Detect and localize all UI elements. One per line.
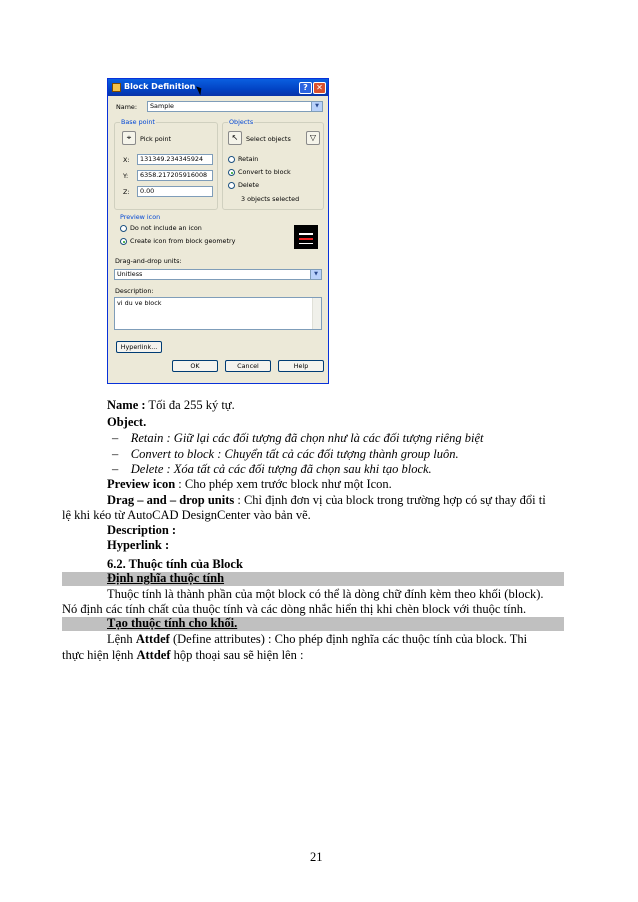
retain-label: Retain: [238, 155, 259, 163]
hyperlink-term: Hyperlink :: [107, 538, 170, 552]
help-button[interactable]: Help: [278, 360, 324, 372]
bullet-retain: – Retain : Giữ lại các đối tượng đã chọn như là các đối tượng riêng biệt: [112, 431, 484, 445]
bullet-convert: – Convert to block : Chuyển tất cả các đối tượng thành group luôn.: [112, 447, 459, 461]
no-icon-label: Do not include an icon: [130, 224, 202, 232]
preview-desc: : Cho phép xem trước block như một Icon.: [175, 477, 392, 491]
drag-term: Drag – and – drop units: [107, 493, 235, 507]
name-dropdown[interactable]: [147, 101, 323, 112]
name-label: Name:: [116, 103, 138, 111]
band-2-heading: Tạo thuộc tính cho khối.: [107, 616, 238, 630]
objects-title: Objects: [229, 118, 254, 126]
z-label: Z:: [123, 188, 130, 196]
name-term: Name :: [107, 398, 146, 412]
base-point-title: Base point: [121, 118, 155, 126]
units-value: Unitless: [117, 270, 143, 278]
objects-selected-count: 3 objects selected: [241, 195, 300, 203]
drag-line-2: lệ khi kéo từ AutoCAD DesignCenter vào bản vẽ.: [62, 508, 311, 522]
para2-cmd: Attdef: [135, 632, 170, 646]
para2-prefix: Lệnh: [107, 632, 136, 646]
section-heading: 6.2. Thuộc tính của Block: [107, 557, 243, 571]
preview-icon-title: Preview icon: [120, 213, 161, 221]
units-dropdown[interactable]: [114, 269, 322, 280]
ok-button[interactable]: OK: [172, 360, 218, 372]
para2-line2-prefix: thực hiện lệnh: [62, 648, 137, 662]
funnel-icon: ▽: [309, 133, 317, 142]
object-term: Object.: [107, 415, 147, 429]
description-label: Description:: [115, 287, 154, 295]
title-close-button[interactable]: ✕: [313, 82, 326, 94]
select-objects-button[interactable]: [228, 131, 242, 145]
paragraph-2-line-2: [62, 648, 303, 663]
select-objects-label: Select objects: [246, 135, 291, 143]
para2-line2-rest: hộp thoại sau sẽ hiện lên :: [170, 648, 304, 662]
convert-radio[interactable]: [228, 169, 235, 176]
bullet-retain-text: Retain : Giữ lại các đối tượng đã chọn như là các đối tượng riêng biệt: [130, 431, 484, 445]
page-number: 21: [310, 850, 323, 864]
retain-radio[interactable]: [228, 156, 235, 163]
description-term: Description :: [107, 523, 177, 537]
convert-label: Convert to block: [238, 168, 291, 176]
title-help-button[interactable]: ?: [299, 82, 312, 94]
name-desc: Tối đa 255 ký tự.: [145, 398, 235, 412]
cursor-select-icon: ↖: [231, 133, 239, 142]
quick-select-button[interactable]: [306, 131, 320, 145]
pick-point-icon: ⌖: [126, 133, 132, 142]
objects-group: [222, 118, 324, 210]
app-icon: [112, 83, 121, 92]
bullet-convert-text: Convert to block : Chuyển tất cả các đối tượng thành group luôn.: [130, 447, 459, 461]
drag-line: [107, 493, 546, 508]
create-icon-radio[interactable]: [120, 238, 127, 245]
para2-rest: (Define attributes) : Cho phép định nghĩa các thuộc tính của block. Thi: [169, 632, 528, 646]
chevron-down-icon: ▼: [311, 102, 322, 111]
preview-line: [107, 477, 392, 492]
base-point-group: [114, 118, 218, 210]
y-input[interactable]: 6358.217205916008: [137, 170, 213, 181]
paragraph-1-line-1: Thuộc tính là thành phần của một block có thể là dòng chữ đính kèm theo khối (block).: [107, 587, 544, 601]
y-label: Y:: [123, 172, 129, 180]
no-icon-radio[interactable]: [120, 225, 127, 232]
pick-point-label: Pick point: [140, 135, 172, 143]
create-icon-label: Create icon from block geometry: [130, 237, 236, 245]
x-label: X:: [123, 156, 130, 164]
bullet-delete: – Delete : Xóa tất cả các đối tượng đã chọn sau khi tạo block.: [112, 462, 432, 476]
para2-line2-cmd: Attdef: [136, 648, 171, 662]
bullet-delete-text: Delete : Xóa tất cả các đối tượng đã chọn sau khi tạo block.: [130, 462, 432, 476]
preview-term: Preview icon: [107, 477, 176, 491]
drag-desc: : Chỉ định đơn vị của block trong trường hợp có sự thay đổi tỉ: [234, 493, 546, 507]
paragraph-1-line-2: Nó định các tính chất của thuộc tính và các dòng nhắc hiển thị khi chèn block với thuộc tính.: [62, 602, 527, 616]
block-definition-dialog: [107, 78, 329, 384]
dialog-title: Block Definition: [124, 82, 196, 91]
mouse-cursor-icon: [196, 85, 204, 96]
units-label: Drag-and-drop units:: [115, 257, 182, 265]
description-scrollbar[interactable]: [312, 298, 321, 329]
block-preview-image: [294, 225, 318, 249]
name-value: Sample: [150, 102, 174, 110]
paragraph-2-line-1: [107, 632, 527, 647]
chevron-down-icon: ▼: [310, 270, 321, 279]
x-input[interactable]: 131349.234345924: [137, 154, 213, 165]
name-line: [107, 398, 235, 413]
cancel-button[interactable]: Cancel: [225, 360, 271, 372]
pick-point-button[interactable]: [122, 131, 136, 145]
description-textarea[interactable]: [114, 297, 322, 330]
band-1-heading: Định nghĩa thuộc tính: [107, 571, 225, 585]
dialog-titlebar: [108, 79, 328, 96]
z-input[interactable]: 0.00: [137, 186, 213, 197]
hyperlink-button[interactable]: Hyperlink...: [116, 341, 162, 353]
description-value: vi du ve block: [117, 299, 162, 307]
delete-label: Delete: [238, 181, 259, 189]
delete-radio[interactable]: [228, 182, 235, 189]
